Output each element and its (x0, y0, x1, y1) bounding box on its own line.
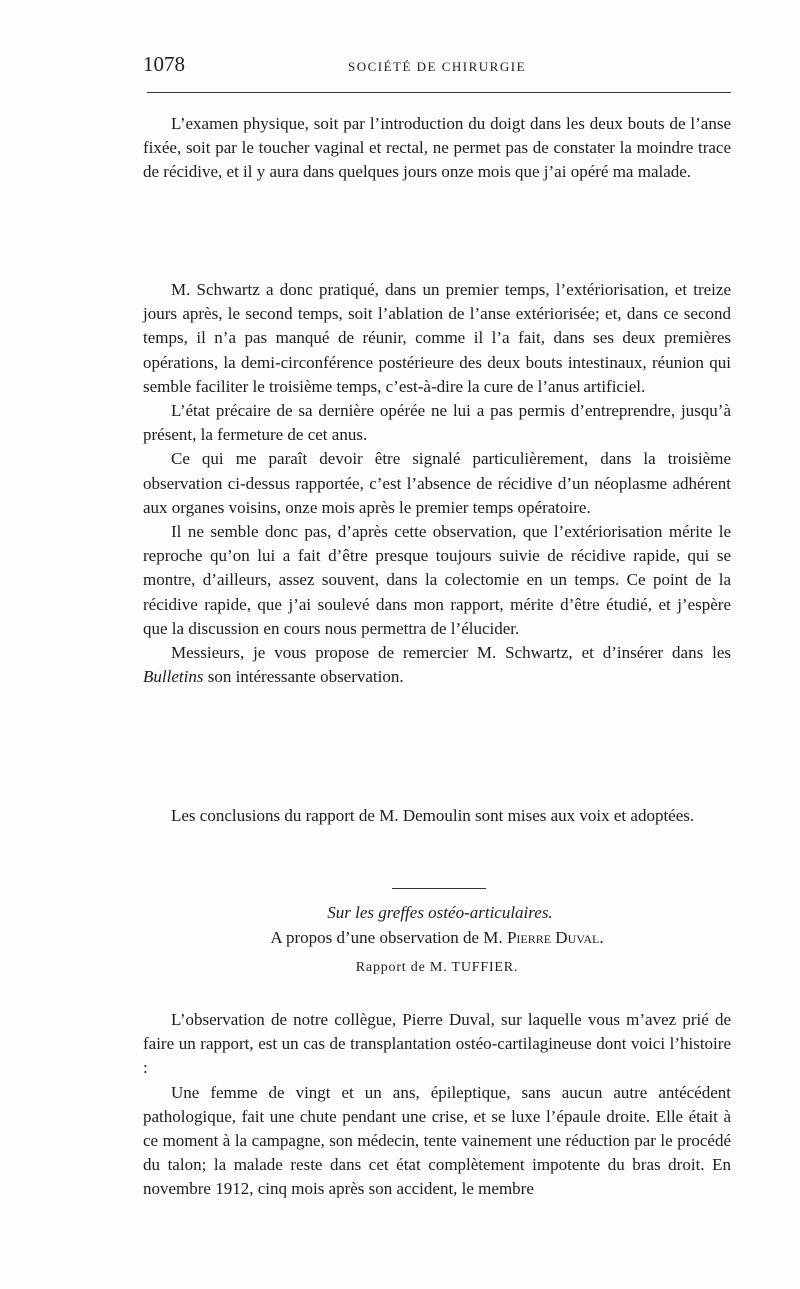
conclusion-paragraph: Les conclusions du rapport de M. Demoulin sont mises aux voix et adoptées. (171, 806, 695, 825)
report-byline: Rapport de M. TUFFIER. (355, 960, 519, 975)
section-title: Sur les greffes ostéo-articulaires. (327, 903, 553, 922)
subtitle-name: Pierre Duval (506, 928, 600, 947)
paragraph: Une femme de vingt et un ans, épileptique, sans aucun autre antécédent pathologique, fait une chute pendant une crise, et se luxe l’épaule droite. Elle était à ce moment à la campagne, son médecin, tente vainement une réduction par le procédé du talon; la malade reste dans cet état complètement impotente du bras droit. En novembre 1912, cinq mois après son accident, le membre (143, 1082, 731, 1199)
text-block-middle (143, 278, 731, 689)
section-heading (143, 900, 731, 950)
paragraph: Il ne semble donc pas, d’après cette observation, que l’extériorisation mérite le reproche qu’on lui a fait d’être presque toujours suivie de récidive rapide, qui se montre, d’ailleurs, assez souvent, dans la colectomie en un temps. Ce point de la récidive rapide, que j’ai soulevé dans mon rapport, mérite d’être étudié, et j’espère que la discussion en cours nous permettra de l’élucider. (143, 522, 731, 638)
header-rule (147, 92, 731, 93)
text-block-conclusion (143, 804, 731, 828)
paragraph: L’examen physique, soit par l’introduction du doigt dans les deux bouts de l’anse fixée, soit par le toucher vaginal et rectal, ne permet pas de constater la moindre trace de récidive, et il y aura dans quelques jours onze mois que j’ai opéré ma malade. (143, 114, 731, 182)
bulletins-title: Bulletins (143, 667, 204, 687)
section-subtitle (143, 925, 731, 950)
paragraph: L’état précaire de sa dernière opérée ne lui a pas permis d’entreprendre, jusqu’à présent, la fermeture de cet anus. (143, 401, 731, 445)
book-page (143, 52, 731, 1199)
paragraph: Ce qui me paraît devoir être signalé particulièrement, dans la troisième observation ci-dessus rapportée, c’est l’absence de récidive d’un néoplasme adhérent aux organes voisins, onze mois après le premier temps opératoire. (143, 449, 731, 517)
paragraph: M. Schwartz a donc pratiqué, dans un premier temps, l’extériorisation, et treize jours après, le second temps, soit l’ablation de l’anse extériorisée; et, dans ce second temps, il n’a pas manqué de réunir, comme il l’a fait, dans ses deux premières opérations, la demi-circonférence postérieure des deux bouts intestinaux, réunion qui semble faciliter le troisième temps, c’est-à-dire la cure de l’anus artificiel. (143, 280, 731, 396)
closing-paragraph (143, 641, 731, 689)
subtitle-suffix: . (599, 928, 604, 947)
subtitle-prefix: A propos d’une observation de M. (270, 928, 507, 947)
page-header (143, 52, 731, 86)
text-block-top (143, 112, 731, 185)
text-block-bottom (143, 1008, 731, 1202)
running-title: SOCIÉTÉ DE CHIRURGIE (347, 59, 527, 74)
closing-text-end: son intéressante observation. (203, 667, 404, 687)
section-separator (392, 888, 486, 889)
paragraph: L’observation de notre collègue, Pierre Duval, sur laquelle vous m’avez prié de faire un rapport, est un cas de transplantation ostéo-cartilagineuse dont voici l’histoire : (143, 1010, 731, 1078)
closing-text-start: Messieurs, je vous propose de remercier M. Schwartz, et d’insérer dans les (171, 643, 731, 663)
page-number: 1078 (143, 52, 185, 76)
